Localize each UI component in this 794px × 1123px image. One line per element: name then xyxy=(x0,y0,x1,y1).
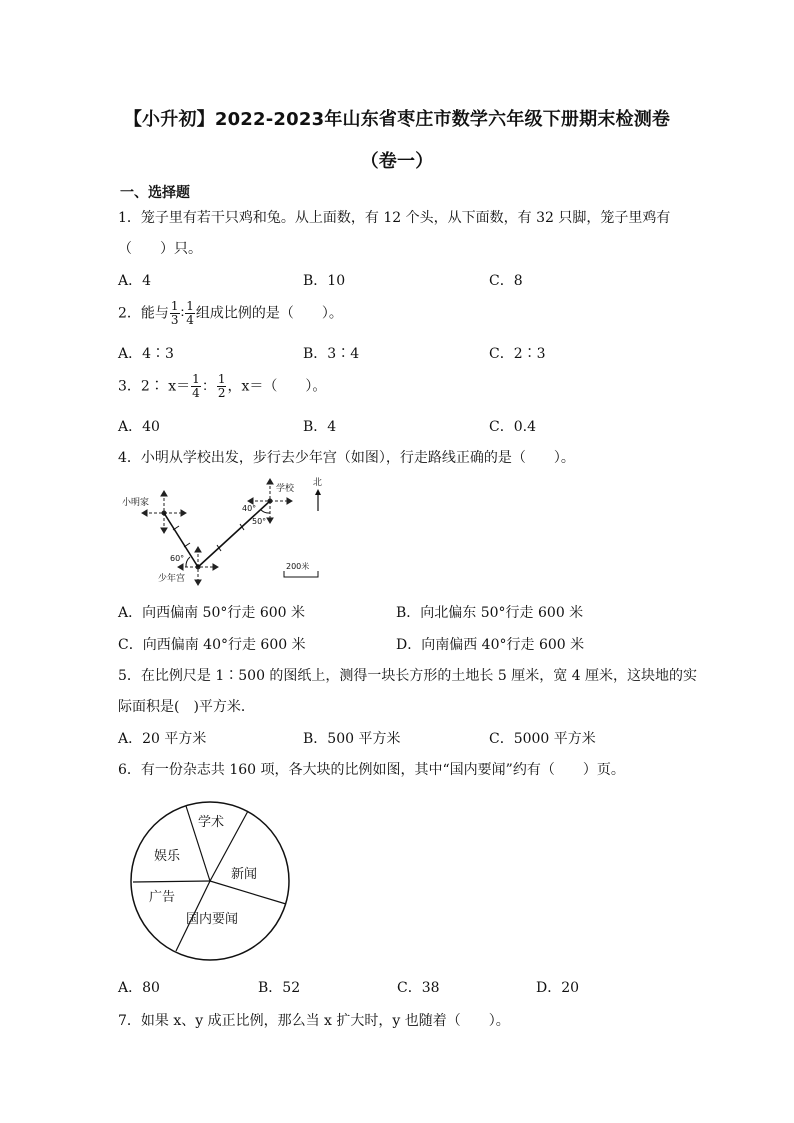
q3-prefix: 3．2∶ x＝ xyxy=(118,378,191,395)
q2-fraction-1-den: 3 xyxy=(170,313,179,327)
q2-prefix: 2．能与 xyxy=(118,305,169,322)
q5-option-a: A．20 平方米 xyxy=(118,731,207,747)
route-map xyxy=(118,473,348,591)
page-title: 【小升初】2022-2023年山东省枣庄市数学六年级下册期末检测卷 xyxy=(123,109,671,130)
q4-option-a: A．向西偏南 50°行走 600 米 xyxy=(118,605,305,621)
q3-fraction-2-den: 2 xyxy=(217,386,226,400)
q1-option-c: C．8 xyxy=(489,273,523,289)
q7-text: 7．如果 x、y 成正比例，那么当 x 扩大时，y 也随着（ ）。 xyxy=(118,1013,510,1029)
q5-text-line1: 5．在比例尺是 1∶500 的图纸上，测得一块长方形的土地长 5 厘米，宽 4 厘米，这块地的实 xyxy=(118,668,698,684)
q5-option-c: C．5000 平方米 xyxy=(489,731,596,747)
angle-50-label: 50° xyxy=(252,517,267,526)
pie-label-news: 新闻 xyxy=(231,867,258,882)
q6-option-d: D．20 xyxy=(536,980,580,996)
pie-label-domestic-news: 国内要闻 xyxy=(186,912,239,927)
magazine-pie-chart xyxy=(128,797,294,963)
q4-option-d: D．向南偏西 40°行走 600 米 xyxy=(396,637,585,653)
q4-option-b: B．向北偏东 50°行走 600 米 xyxy=(396,605,584,621)
q3-fraction-1-num: 1 xyxy=(192,372,200,386)
q3-fraction-1-den: 4 xyxy=(192,386,200,400)
q6-text: 6．有一份杂志共 160 项，各大块的比例如图，其中“国内要闻”约有（ ）页。 xyxy=(118,762,625,778)
q3-option-a: A．40 xyxy=(118,419,160,435)
q4-option-c: C．向西偏南 40°行走 600 米 xyxy=(118,637,306,653)
scale-bar xyxy=(284,571,318,577)
q2-fraction-2-num: 1 xyxy=(186,299,194,313)
scale-label: 200米 xyxy=(286,562,310,571)
q3-fraction-2-num: 1 xyxy=(217,372,226,386)
angle-60-label: 60° xyxy=(170,554,185,563)
q3-text xyxy=(118,373,326,400)
q1-option-b: B．10 xyxy=(303,273,346,289)
q6-option-a: A．80 xyxy=(118,980,160,996)
q2-text xyxy=(118,300,343,327)
pie-label-ads: 广告 xyxy=(149,890,176,905)
q2-colon: ∶ xyxy=(180,305,185,322)
q2-fraction-1 xyxy=(170,300,180,327)
q1-text-line2: （ ）只。 xyxy=(118,241,202,257)
q2-fraction-2 xyxy=(185,300,195,327)
q5-text-line2: 际面积是( )平方米． xyxy=(118,699,255,715)
school-label: 学校 xyxy=(276,484,295,494)
q3-option-b: B．4 xyxy=(303,419,337,435)
q2-option-b: B．3∶4 xyxy=(303,346,360,362)
q1-text-line1: 1．笼子里有若干只鸡和兔。从上面数，有 12 个头，从下面数，有 32 只脚，笼子里鸡有 xyxy=(118,210,671,226)
q1-option-a: A．4 xyxy=(118,273,152,289)
angle-arc-60 xyxy=(186,557,190,567)
q3-colon: ： xyxy=(201,378,216,395)
q2-option-c: C．2∶3 xyxy=(489,346,546,362)
pie-label-academic: 学术 xyxy=(198,815,225,830)
q4-text: 4．小明从学校出发，步行去少年宫（如图），行走路线正确的是（ ）。 xyxy=(118,450,575,466)
north-arrow-icon xyxy=(315,489,321,511)
q3-fraction-1 xyxy=(191,373,201,400)
q5-option-b: B．500 平方米 xyxy=(303,731,401,747)
q6-option-c: C．38 xyxy=(397,980,440,996)
section-title: 一、选择题 xyxy=(120,185,190,201)
route-palace-to-school xyxy=(198,501,270,567)
page-subtitle: （卷一） xyxy=(360,151,434,172)
q6-option-b: B．52 xyxy=(258,980,301,996)
home-label: 小明家 xyxy=(122,498,150,508)
pie-label-entertainment: 娱乐 xyxy=(154,849,181,864)
q2-option-a: A．4∶3 xyxy=(118,346,174,362)
q2-fraction-2-den: 4 xyxy=(186,313,194,327)
q3-suffix: ，x＝（ ）。 xyxy=(227,378,327,395)
q2-suffix: 组成比例的是（ ）。 xyxy=(195,305,343,322)
north-label: 北 xyxy=(313,478,323,488)
angle-40-label: 40° xyxy=(242,504,257,513)
angle-arc-school xyxy=(261,510,270,513)
q2-fraction-1-num: 1 xyxy=(170,299,179,313)
palace-label: 少年宫 xyxy=(158,574,186,584)
q3-fraction-2 xyxy=(217,373,227,400)
q3-option-c: C．0.4 xyxy=(489,419,536,435)
